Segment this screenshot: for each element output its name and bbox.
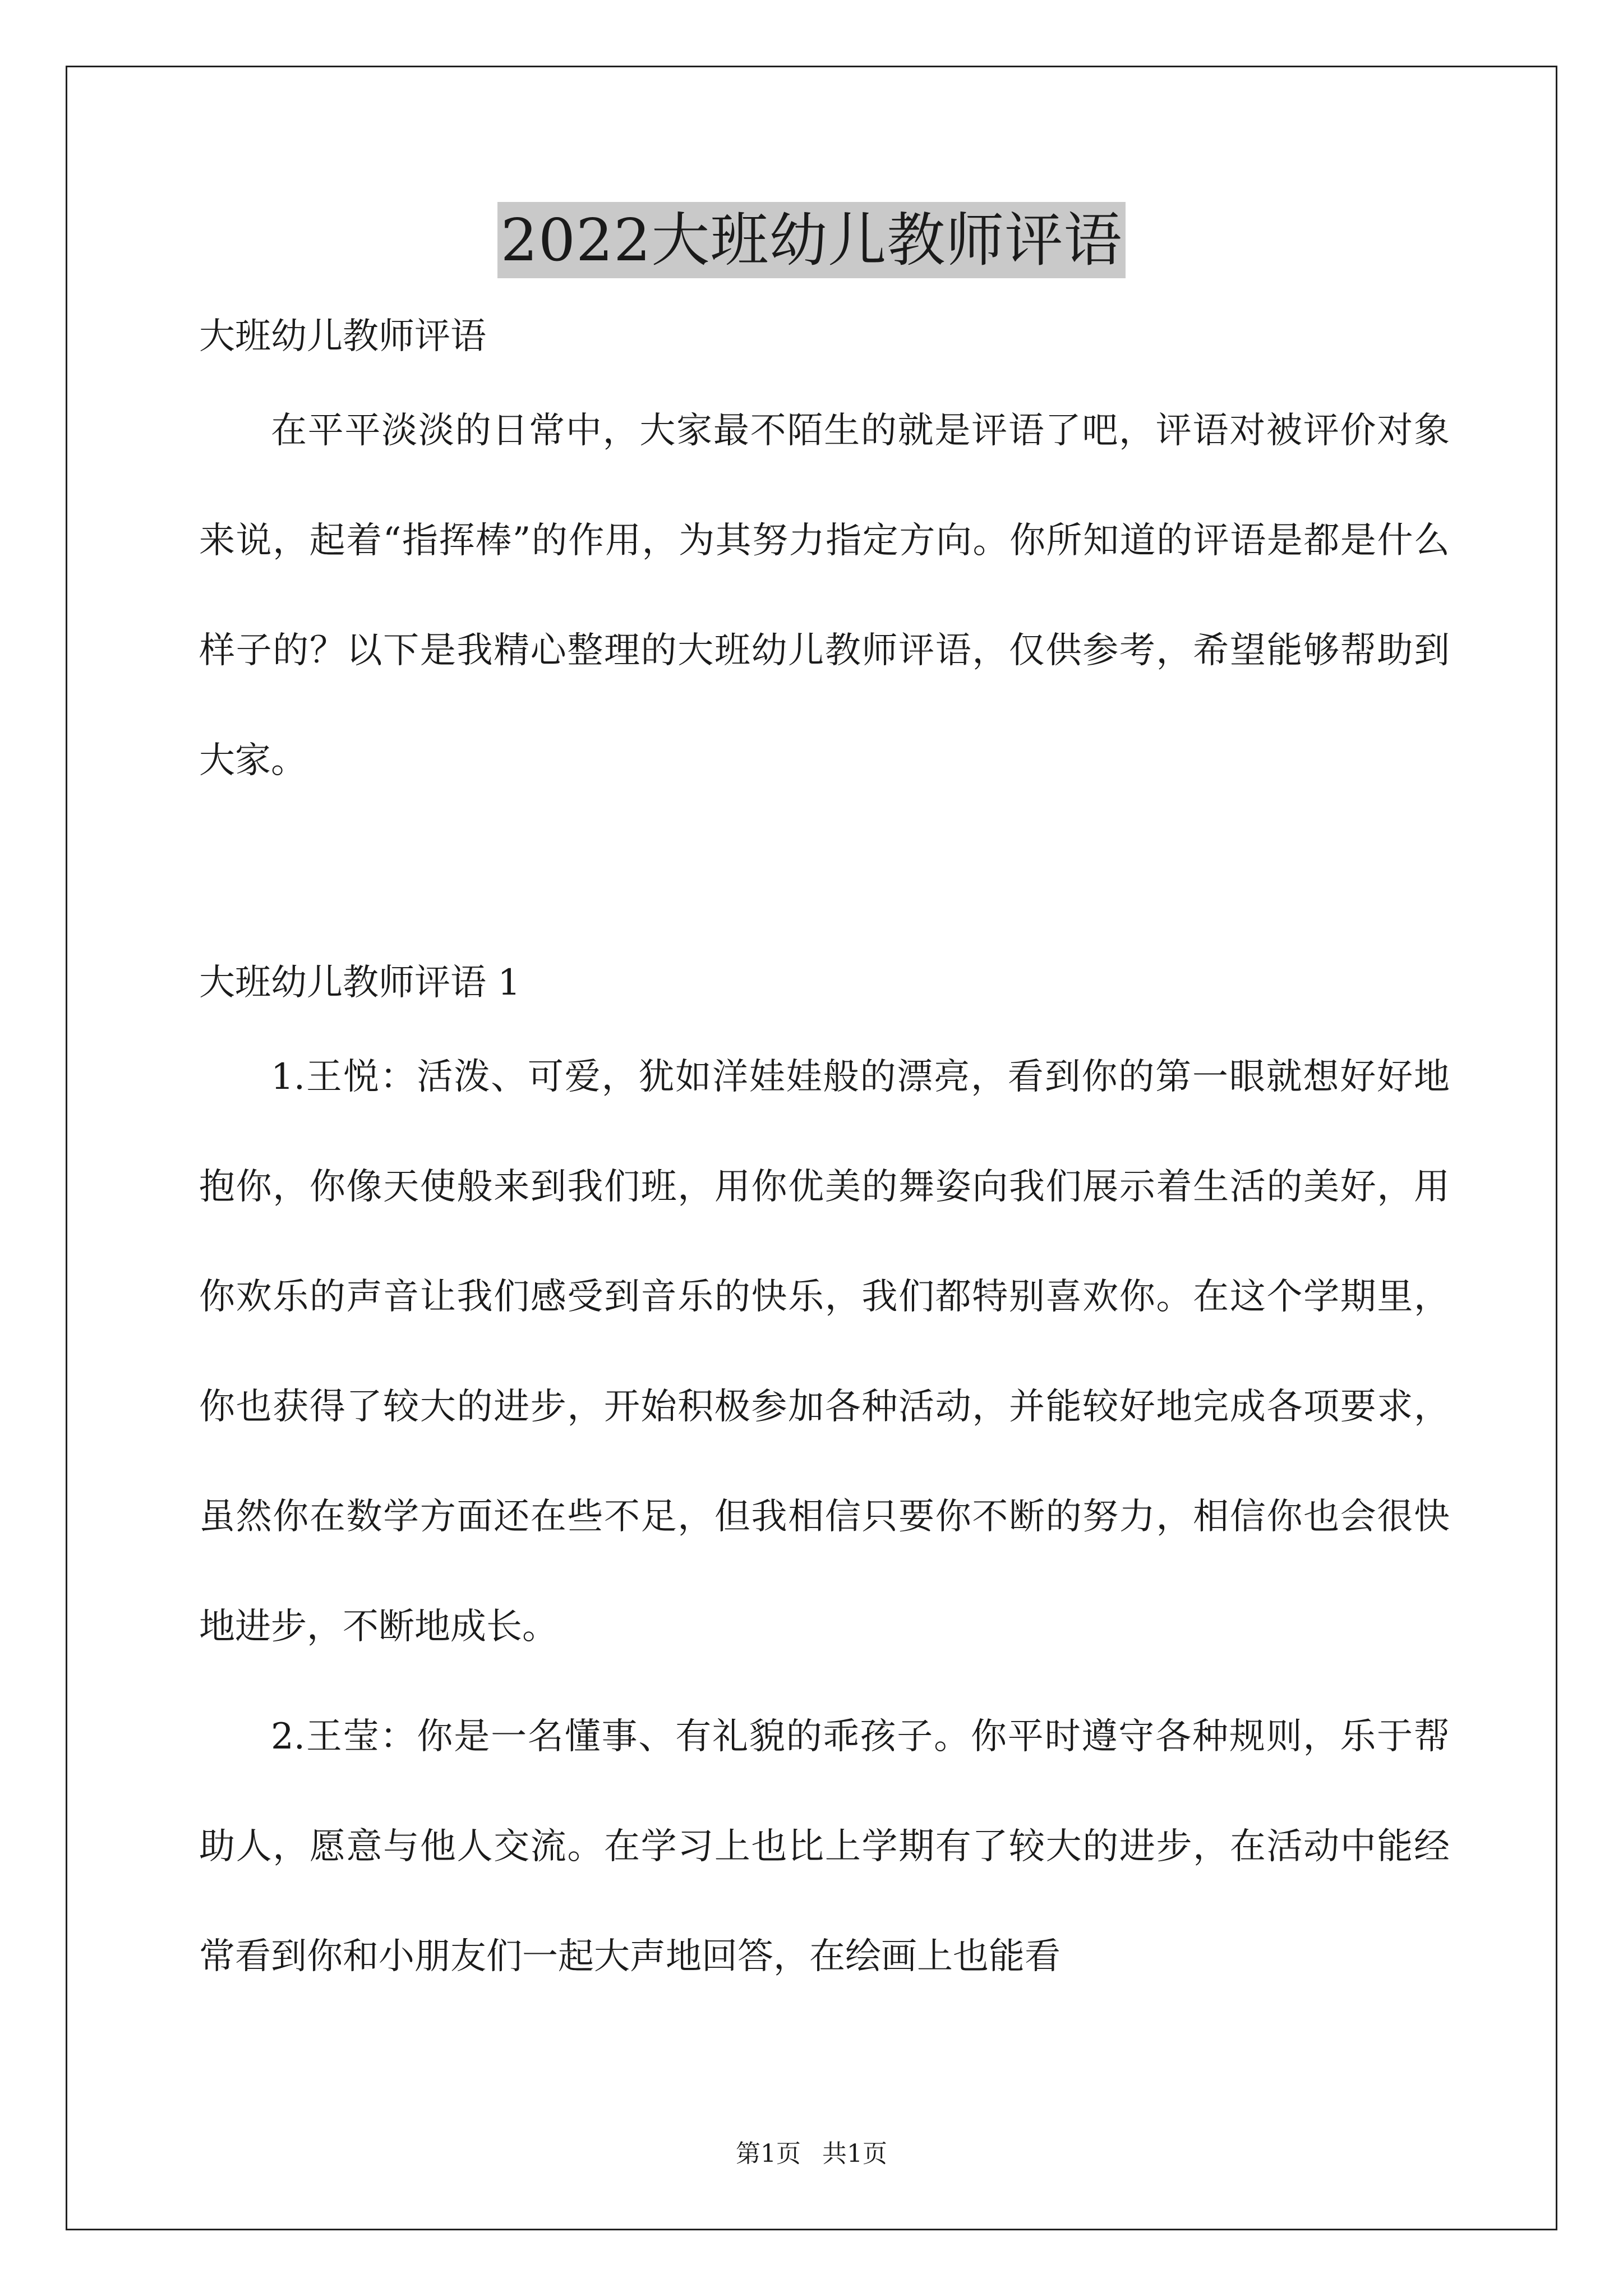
title-container [0,202,1623,278]
document-title: 2022大班幼儿教师评语 [497,202,1126,278]
document-subtitle: 大班幼儿教师评语 [199,316,486,357]
comment-paragraph: 2.王莹：你是一名懂事、有礼貌的乖孩子。你平时遵守各种规则，乐于帮助人，愿意与他人交流。在学习上也比上学期有了较大的进步，在活动中能经常看到你和小朋友们一起大声地回答，在绘画上也能看 [199,1716,1450,1977]
page-footer [0,2137,1623,2171]
document-body [199,314,1450,2012]
comment-paragraph: 1.王悦：活泼、可爱，犹如洋娃娃般的漂亮，看到你的第一眼就想好好地抱你，你像天使般来到我们班，用你优美的舞姿向我们展示着生活的美好，用你欢乐的声音让我们感受到音乐的快乐，我们都特别喜欢你。在这个学期里，你也获得了较大的进步，开始积极参加各种活动，并能较好地完成各项要求，虽然你在数学方面还在些不足，但我相信只要你不断的努力，相信你也会很快地进步，不断地成长。 [199,1056,1450,1648]
page-total: 共1页 [822,2139,887,2168]
page-number: 第1页 [736,2139,801,2168]
intro-paragraph: 在平平淡淡的日常中，大家最不陌生的就是评语了吧，评语对被评价对象来说，起着“指挥棒”的作用，为其努力指定方向。你所知道的评语是都是什么样子的？以下是我精心整理的大班幼儿教师评语，仅供参考，希望能够帮助到大家。 [199,410,1450,781]
section-heading: 大班幼儿教师评语 1 [199,962,521,1004]
